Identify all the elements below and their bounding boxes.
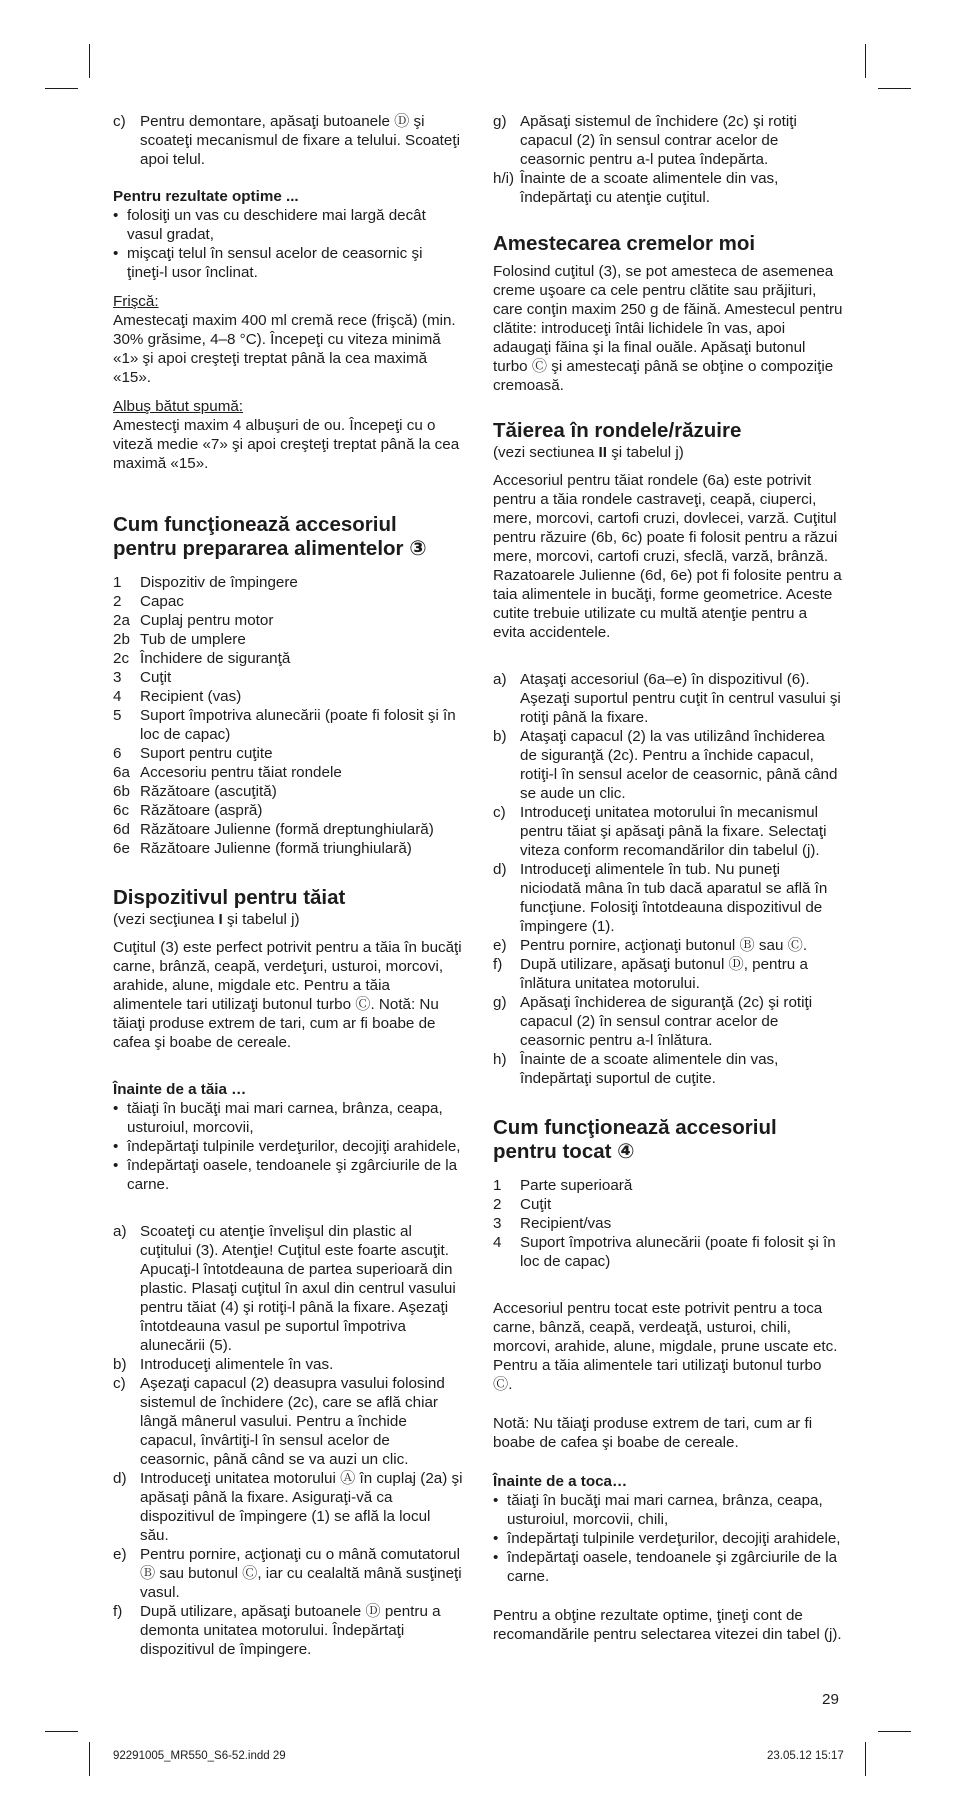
list-text: Cuplaj pentru motor xyxy=(140,612,274,629)
list-item xyxy=(113,1222,463,1355)
cut-text: Cuţitul (3) este perfect potrivit pentru a tăia în bucăţi carne, brânză, ceapă, verdeţuri, usturoi, morcovi, arahide, alune, migdale etc. Pentru a tăia alimentele tari utilizaţi butonul turbo Ⓒ. Notă: Nu tăiaţi produse extrem de tari, cum ar fi boabe de cafea şi boabe de cereale. xyxy=(113,939,462,1051)
list-marker: 1 xyxy=(113,574,122,591)
list-item xyxy=(493,1529,843,1548)
list-text: Pentru demontare, apăsaţi butoanele Ⓓ şi scoateţi mecanismul de fixare a telului. Scoateţi apoi telul. xyxy=(140,113,460,168)
before-cut-heading: Înainte de a tăia … xyxy=(113,1081,247,1098)
list-text: tăiaţi în bucăţi mai mari carnea, brânza, ceapa, usturoiul, morcovii, chili, xyxy=(507,1492,823,1528)
list-item xyxy=(493,955,843,993)
crop-mark xyxy=(45,1731,78,1732)
list-text: Pentru pornire, acţionaţi butonul Ⓑ sau Ⓒ. xyxy=(520,937,808,954)
crop-mark xyxy=(865,1742,866,1776)
chopper-heading: Cum funcţionează accesoriul pentru tocat ④ xyxy=(493,1116,777,1163)
crop-mark xyxy=(45,88,78,89)
list-item xyxy=(113,1602,463,1659)
list-item xyxy=(493,169,843,207)
list-text: folosiţi un vas cu deschidere mai largă decât vasul gradat, xyxy=(127,207,426,243)
cut-heading: Dispozitivul pentru tăiat xyxy=(113,886,346,909)
list-text: mişcaţi telul în sensul acelor de ceasornic şi ţineţi-l usor înclinat. xyxy=(127,245,423,281)
cream-heading: Amestecarea cremelor moi xyxy=(493,232,756,255)
list-item xyxy=(113,244,463,282)
list-item xyxy=(113,630,463,649)
list-text: După utilizare, apăsaţi butonul Ⓓ, pentru a înlătura unitatea motorului. xyxy=(520,956,808,992)
list-item xyxy=(493,803,843,860)
list-text: Introduceţi alimentele în vas. xyxy=(140,1356,334,1373)
list-item xyxy=(493,670,843,727)
frisca-label: Frişcă: xyxy=(113,293,159,310)
chopper-final: Pentru a obţine rezultate optime, ţineţi cont de recomandările pentru selectarea vitezei din tabel (j). xyxy=(493,1607,842,1643)
list-item xyxy=(113,706,463,744)
list-marker: g) xyxy=(493,994,507,1011)
list-item xyxy=(113,1545,463,1602)
list-text: Răzătoare Julienne (formă dreptunghiulară) xyxy=(140,821,434,838)
crop-mark xyxy=(878,1731,911,1732)
list-text: Apăsaţi sistemul de închidere (2c) şi rotiţi capacul (2) în sensul contrar acelor de ceasornic pentru a-l putea îndepărta. xyxy=(520,113,797,168)
list-marker: f) xyxy=(493,956,503,973)
list-item xyxy=(493,727,843,803)
list-text: Accesoriu pentru tăiat rondele xyxy=(140,764,342,781)
list-item xyxy=(113,668,463,687)
list-marker: • xyxy=(493,1492,499,1509)
list-text: îndepărtaţi tulpinile verdeţurilor, decojiţi arahidele, xyxy=(507,1530,841,1547)
list-text: Parte superioară xyxy=(520,1177,633,1194)
list-item xyxy=(493,936,843,955)
list-marker: • xyxy=(113,1138,119,1155)
list-text: Înainte de a scoate alimentele din vas, îndepărtaţi suportul de cuţite. xyxy=(520,1051,779,1087)
list-text: Apăsaţi închiderea de siguranţă (2c) şi rotiţi capacul (2) în sensul contrar acelor de ceasornic pentru a-l înlătura. xyxy=(520,994,813,1049)
list-marker: 6c xyxy=(113,802,130,819)
list-item xyxy=(113,592,463,611)
list-marker: e) xyxy=(113,1546,127,1563)
list-marker: 1 xyxy=(493,1177,502,1194)
list-text: Dispozitiv de împingere xyxy=(140,574,298,591)
list-text: Cuţit xyxy=(140,669,172,686)
list-item xyxy=(113,206,463,244)
list-text: Introduceţi alimentele în tub. Nu puneţi niciodată mâna în tub dacă aparatul se află în funcţiune. Folosiţi întotdeauna dispozitivul de împingere (1). xyxy=(520,861,828,935)
list-text: Introduceţi unitatea motorului Ⓐ în cuplaj (2a) şi apăsaţi până la fixare. Asiguraţi-vă ca dispozitivul de împingere (1) se află la locul său. xyxy=(140,1470,463,1544)
list-item xyxy=(113,1156,463,1194)
list-marker: • xyxy=(493,1549,499,1566)
list-marker: • xyxy=(113,1157,119,1174)
list-item xyxy=(113,687,463,706)
footer-file: 92291005_MR550_S6-52.indd 29 xyxy=(113,1750,286,1762)
before-chop-heading: Înainte de a toca… xyxy=(493,1473,628,1490)
list-item xyxy=(113,112,463,169)
list-text: Ataşaţi capacul (2) la vas utilizând închiderea de siguranţă (2c). Pentru a închide capacul, rotiţi-l în sensul acelor de ceasornic, până când se aude un clic. xyxy=(520,728,838,802)
slice-steps-list xyxy=(493,670,843,1088)
list-text: După utilizare, apăsaţi butoanele Ⓓ pentru a demonta unitatea motorului. Îndepărtaţi dispozitivul de împingere. xyxy=(140,1603,441,1658)
list-marker: • xyxy=(113,1100,119,1117)
before-chop-list xyxy=(493,1491,843,1586)
list-marker: 2c xyxy=(113,650,130,667)
list-text: îndepărtaţi oasele, tendoanele şi zgârciurile de la carne. xyxy=(507,1549,838,1585)
frisca-text: Amestecaţi maxim 400 ml cremă rece (frişcă) (min. 30% grăsime, 4–8 °C). Începeţi cu viteza minimă «1» şi apoi creşteţi treptat până la cea maximă «15». xyxy=(113,312,456,386)
list-text: Suport împotriva alunecării (poate fi folosit şi în loc de capac) xyxy=(520,1234,836,1270)
cut-steps-list xyxy=(113,1222,463,1659)
slice-subheading: (vezi sectiunea II şi tabelul j) xyxy=(493,444,684,461)
list-text: Răzătoare Julienne (formă triunghiulară) xyxy=(140,840,412,857)
list-item xyxy=(493,1548,843,1586)
list-marker: d) xyxy=(493,861,507,878)
crop-mark xyxy=(878,88,911,89)
list-text: Suport pentru cuţite xyxy=(140,745,273,762)
list-item xyxy=(113,763,463,782)
list-marker: a) xyxy=(113,1223,127,1240)
list-marker: e) xyxy=(493,937,507,954)
cream-text: Folosind cuţitul (3), se pot amesteca de asemenea creme uşoare ca cele pentru clătite sau prăjituri, care conţin maxim 250 g de făină. Amestecul pentru clătite: introduceţi întâi lichidele în vas, apoi adaugaţi făina şi la final ouăle. Apăsaţi butonul turbo Ⓒ şi amestecaţi până se obţine o compoziţie cremoasă. xyxy=(493,263,843,394)
before-cut-list xyxy=(113,1099,463,1194)
list-item xyxy=(493,1176,843,1195)
list-item xyxy=(113,1137,463,1156)
list-item xyxy=(493,1050,843,1088)
list-marker: b) xyxy=(113,1356,127,1373)
list-marker: 2b xyxy=(113,631,130,648)
albus-label: Albuş bătut spumă: xyxy=(113,398,244,415)
list-marker: 4 xyxy=(113,688,122,705)
list-marker: g) xyxy=(493,113,507,130)
chopper-text: Accesoriul pentru tocat este potrivit pentru a toca carne, bânză, ceapă, verdeaţă, usturoi, chili, morcovi, arahide, alune, migdale, prune uscate etc. Pentru a tăia alimentele tari utilizaţi butonul turbo Ⓒ. xyxy=(493,1300,838,1393)
list-item xyxy=(113,1099,463,1137)
list-text: Pentru pornire, acţionaţi cu o mână comutatorul Ⓑ sau butonul Ⓒ, iar cu cealaltă mână susţineţi vasul. xyxy=(140,1546,462,1601)
list-marker: 3 xyxy=(113,669,122,686)
list-text: Aşezaţi capacul (2) deasupra vasului folosind sistemul de închidere (2c), care se află chiar lângă mânerul vasului. Pentru a închide capacul, învârtiţi-l în sensul acelor de ceasornic, până când se va auzi un clic. xyxy=(140,1375,445,1468)
list-text: Închidere de siguranţă xyxy=(140,650,291,667)
list-marker: 6a xyxy=(113,764,130,781)
chopper-note: Notă: Nu tăiaţi produse extrem de tari, cum ar fi boabe de cafea şi boabe de cereale. xyxy=(493,1415,813,1451)
list-marker: • xyxy=(113,207,119,224)
list-marker: 5 xyxy=(113,707,122,724)
list-marker: • xyxy=(493,1530,499,1547)
optime-list xyxy=(113,206,463,282)
list-text: Ataşaţi accesoriul (6a–e) în dispozitivul (6). Aşezaţi suportul pentru cuţit în centrul vasului şi rotiţi până la fixare. xyxy=(520,671,841,726)
list-marker: c) xyxy=(113,113,126,130)
cut-subheading: (vezi secţiunea I şi tabelul j) xyxy=(113,911,300,928)
crop-mark xyxy=(865,44,866,78)
list-item xyxy=(113,611,463,630)
list-marker: a) xyxy=(493,671,507,688)
slice-heading: Tăierea în rondele/răzuire xyxy=(493,419,742,442)
list-item xyxy=(113,649,463,668)
list-item xyxy=(113,782,463,801)
optime-heading: Pentru rezultate optime ... xyxy=(113,188,299,205)
list-text: Scoateţi cu atenţie învelişul din plastic al cuţitului (3). Atenţie! Cuţitul este foarte ascuţit. Apucaţi-l întotdeauna de partea superioară din plastic. Plasaţi cuţitul în axul din centrul vasului pentru tăiat (4) şi rotiţi-l până la fixare. Aşezaţi întotdeauna vasul pe suportul împotriva alunecării (5). xyxy=(140,1223,456,1354)
crop-mark xyxy=(89,1742,90,1776)
list-item xyxy=(493,1195,843,1214)
food-parts-list xyxy=(113,573,463,858)
list-marker: 6 xyxy=(113,745,122,762)
page-number: 29 xyxy=(822,1691,839,1708)
list-item xyxy=(493,993,843,1050)
list-item xyxy=(113,839,463,858)
slice-text: Accesoriul pentru tăiat rondele (6a) este potrivit pentru a tăia rondele castraveţi, ceapă, ciuperci, mere, morcovi, cartofi cruzi, dovlecei, varză. Cuţitul pentru răzuire (6b, 6c) poate fi folosit pentru a răzui mere, morcovi, cartofi cruzi, sfeclă, varză, brânză. Razatoarele Julienne (6d, 6e) pot fi folosite pentru a taia alimentele in bucăţi, forme geometrice. Aceste cutite trebuie utilizate cu multă atenţie pentru a evita accidentele. xyxy=(493,472,842,641)
list-item xyxy=(113,573,463,592)
list-item xyxy=(113,744,463,763)
list-marker: 2 xyxy=(493,1196,502,1213)
list-text: îndepărtaţi tulpinile verdeţurilor, decojiţi arahidele, xyxy=(127,1138,461,1155)
list-marker: d) xyxy=(113,1470,127,1487)
list-item xyxy=(113,801,463,820)
list-marker: c) xyxy=(493,804,506,821)
list-marker: 6e xyxy=(113,840,130,857)
list-item xyxy=(493,1214,843,1233)
list-marker: 6b xyxy=(113,783,130,800)
right-column xyxy=(493,112,843,1644)
list-marker: h) xyxy=(493,1051,507,1068)
crop-mark xyxy=(89,44,90,78)
list-marker: 2a xyxy=(113,612,130,629)
list-text: Capac xyxy=(140,593,184,610)
list-item xyxy=(493,860,843,936)
list-item xyxy=(113,1469,463,1545)
list-item xyxy=(113,1355,463,1374)
left-column xyxy=(113,112,463,1659)
list-text: Introduceţi unitatea motorului în mecanismul pentru tăiat şi apăsaţi până la fixare. Selectaţi viteza conform recomandărilor din tabelul (j). xyxy=(520,804,827,859)
list-marker: 2 xyxy=(113,593,122,610)
list-marker: c) xyxy=(113,1375,126,1392)
list-text: Recipient/vas xyxy=(520,1215,612,1232)
list-item xyxy=(493,1491,843,1529)
list-text: Răzătoare (ascuţită) xyxy=(140,783,277,800)
food-processor-heading: Cum funcţionează accesoriul pentru prepararea alimentelor ③ xyxy=(113,513,427,560)
top-steps-list xyxy=(493,112,843,207)
list-marker: 6d xyxy=(113,821,130,838)
list-marker: b) xyxy=(493,728,507,745)
list-text: tăiaţi în bucăţi mai mari carnea, brânza, ceapa, usturoiul, morcovii, xyxy=(127,1100,443,1136)
list-item xyxy=(493,1233,843,1271)
list-marker: • xyxy=(113,245,119,262)
list-text: îndepărtaţi oasele, tendoanele şi zgârciurile de la carne. xyxy=(127,1157,458,1193)
list-item xyxy=(113,820,463,839)
list-text: Înainte de a scoate alimentele din vas, îndepărtaţi cu atenţie cuţitul. xyxy=(520,170,779,206)
list-marker: h/i) xyxy=(493,170,515,187)
list-marker: f) xyxy=(113,1603,123,1620)
list-text: Suport împotriva alunecării (poate fi folosit şi în loc de capac) xyxy=(140,707,456,743)
footer-date: 23.05.12 15:17 xyxy=(767,1750,844,1762)
list-marker: 4 xyxy=(493,1234,502,1251)
list-item xyxy=(113,1374,463,1469)
list-text: Răzătoare (aspră) xyxy=(140,802,263,819)
list-text: Recipient (vas) xyxy=(140,688,242,705)
list-text: Tub de umplere xyxy=(140,631,246,648)
list-item xyxy=(493,112,843,169)
chopper-parts-list xyxy=(493,1176,843,1271)
albus-text: Amestecţi maxim 4 albuşuri de ou. Începeţi cu o viteză medie «7» şi apoi creşteţi treptat până la cea maximă «15». xyxy=(113,417,460,472)
list-marker: 3 xyxy=(493,1215,502,1232)
list-text: Cuţit xyxy=(520,1196,552,1213)
